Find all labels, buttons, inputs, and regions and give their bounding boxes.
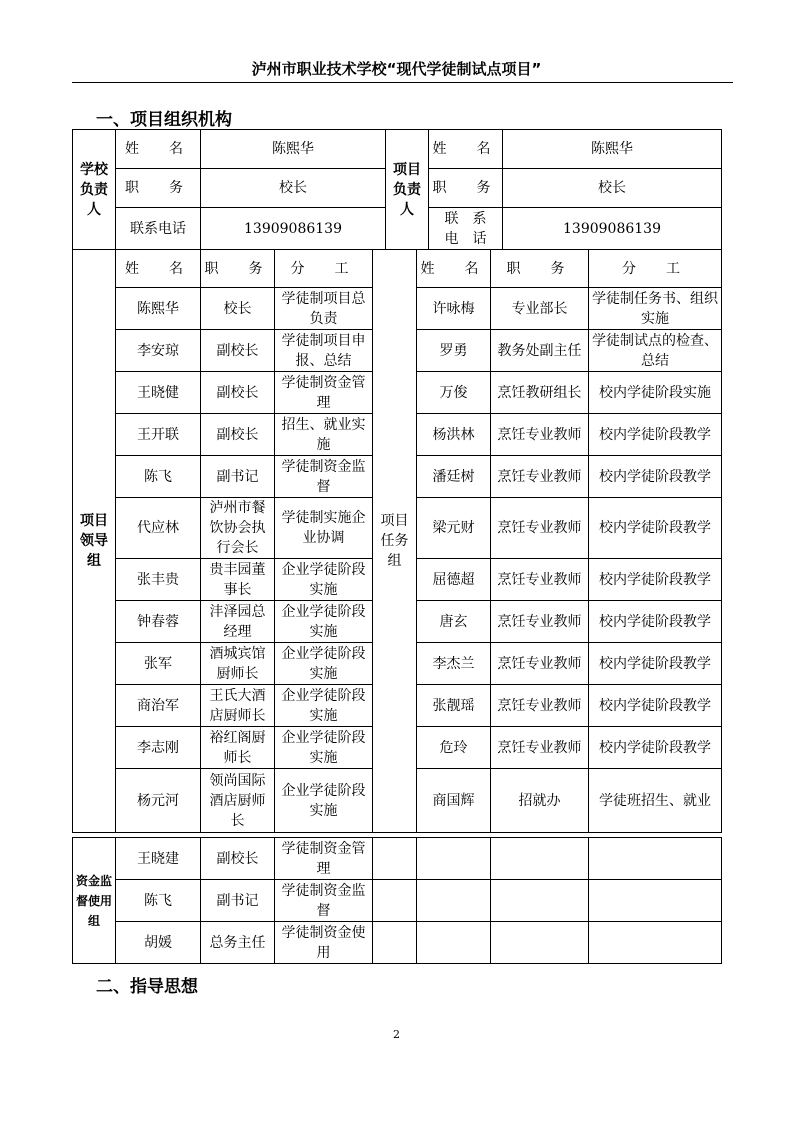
right-member-position: 专业部长 xyxy=(491,288,589,330)
left-member-name: 陈飞 xyxy=(116,456,201,498)
right-member-position: 烹饪专业教师 xyxy=(491,559,589,601)
left-member-name: 张丰贵 xyxy=(116,559,201,601)
position-label: 职 务 xyxy=(429,169,503,208)
left-member-duty: 学徒制资金监督 xyxy=(275,456,373,498)
fund-group-label: 资金监督使用组 xyxy=(73,838,116,964)
right-member-duty: 校内学徒阶段教学 xyxy=(589,685,722,727)
left-member-name: 代应林 xyxy=(116,498,201,559)
left-member-duty: 学徒制项目申报、总结 xyxy=(275,330,373,372)
right-member-duty: 校内学徒阶段教学 xyxy=(589,643,722,685)
school-responsible-name: 陈熙华 xyxy=(201,130,386,169)
fund-member-position: 总务主任 xyxy=(201,922,275,964)
right-member-name: 许咏梅 xyxy=(417,288,491,330)
left-member-position: 副校长 xyxy=(201,330,275,372)
left-member-duty: 企业学徒阶段实施 xyxy=(275,643,373,685)
empty-cell xyxy=(373,838,417,880)
left-member-position: 副书记 xyxy=(201,456,275,498)
fund-member-name: 陈飞 xyxy=(116,880,201,922)
right-member-name: 危玲 xyxy=(417,727,491,769)
left-member-name: 杨元河 xyxy=(116,769,201,833)
left-member-name: 李安琼 xyxy=(116,330,201,372)
leadership-table xyxy=(72,249,722,833)
header-rule xyxy=(72,82,733,83)
school-responsible-label: 学校负责人 xyxy=(73,130,116,250)
right-member-name: 屈德超 xyxy=(417,559,491,601)
empty-cell xyxy=(373,922,417,964)
right-member-position: 招就办 xyxy=(491,769,589,833)
right-member-position: 烹饪专业教师 xyxy=(491,498,589,559)
left-member-name: 商治军 xyxy=(116,685,201,727)
left-member-position: 副校长 xyxy=(201,414,275,456)
left-member-duty: 企业学徒阶段实施 xyxy=(275,769,373,833)
fund-group-table xyxy=(72,837,722,964)
fund-member-duty: 学徒制资金使用 xyxy=(275,922,373,964)
right-member-position: 烹饪专业教师 xyxy=(491,414,589,456)
right-member-duty: 校内学徒阶段教学 xyxy=(589,601,722,643)
empty-cell xyxy=(373,880,417,922)
col-duty-header: 分 工 xyxy=(589,250,722,288)
col-duty-header: 分 工 xyxy=(275,250,373,288)
right-member-duty: 校内学徒阶段教学 xyxy=(589,498,722,559)
fund-row xyxy=(73,838,722,880)
left-member-duty: 学徒制项目总负责 xyxy=(275,288,373,330)
empty-cell xyxy=(589,838,722,880)
fund-member-name: 王晓建 xyxy=(116,838,201,880)
phone-label: 联系电话 xyxy=(116,208,201,250)
left-member-duty: 企业学徒阶段实施 xyxy=(275,727,373,769)
fund-member-duty: 学徒制资金管理 xyxy=(275,838,373,880)
empty-cell xyxy=(417,880,491,922)
left-member-position: 泸州市餐饮协会执行会长 xyxy=(201,498,275,559)
fund-member-position: 副书记 xyxy=(201,880,275,922)
left-member-position: 贵丰园董事长 xyxy=(201,559,275,601)
right-member-duty: 学徒制任务书、组织实施 xyxy=(589,288,722,330)
name-label: 姓 名 xyxy=(429,130,503,169)
task-group-label: 项目任务组 xyxy=(373,250,417,833)
left-member-name: 陈熙华 xyxy=(116,288,201,330)
right-member-position: 烹饪专业教师 xyxy=(491,643,589,685)
section-heading-guiding-ideology: 二、指导思想 xyxy=(96,977,198,997)
project-responsible-phone: 13909086139 xyxy=(503,208,722,250)
right-member-position: 烹饪专业教师 xyxy=(491,601,589,643)
empty-cell xyxy=(417,838,491,880)
project-responsible-name: 陈熙华 xyxy=(503,130,722,169)
right-member-name: 万俊 xyxy=(417,372,491,414)
empty-cell xyxy=(589,922,722,964)
col-position-header: 职 务 xyxy=(201,250,275,288)
right-member-position: 烹饪教研组长 xyxy=(491,372,589,414)
fund-member-name: 胡媛 xyxy=(116,922,201,964)
right-member-duty: 校内学徒阶段实施 xyxy=(589,372,722,414)
project-responsible-label: 项目负责人 xyxy=(386,130,429,250)
right-member-position: 烹饪专业教师 xyxy=(491,727,589,769)
right-member-duty: 学徒制试点的检查、总结 xyxy=(589,330,722,372)
right-member-position: 教务处副主任 xyxy=(491,330,589,372)
right-member-name: 梁元财 xyxy=(417,498,491,559)
page-number: 2 xyxy=(393,1028,400,1041)
right-member-duty: 校内学徒阶段教学 xyxy=(589,456,722,498)
empty-cell xyxy=(491,838,589,880)
right-member-position: 烹饪专业教师 xyxy=(491,456,589,498)
right-member-duty: 学徒班招生、就业 xyxy=(589,769,722,833)
left-member-name: 李志刚 xyxy=(116,727,201,769)
empty-cell xyxy=(417,922,491,964)
leadership-group-label: 项目领导组 xyxy=(73,250,116,833)
responsible-table xyxy=(72,129,722,250)
left-member-name: 王开联 xyxy=(116,414,201,456)
right-member-name: 张靓瑶 xyxy=(417,685,491,727)
right-member-duty: 校内学徒阶段教学 xyxy=(589,727,722,769)
right-member-name: 唐玄 xyxy=(417,601,491,643)
right-member-duty: 校内学徒阶段教学 xyxy=(589,414,722,456)
left-member-position: 校长 xyxy=(201,288,275,330)
left-member-duty: 企业学徒阶段实施 xyxy=(275,601,373,643)
empty-cell xyxy=(491,922,589,964)
right-member-name: 潘廷树 xyxy=(417,456,491,498)
left-member-duty: 学徒制实施企业协调 xyxy=(275,498,373,559)
left-member-name: 王晓健 xyxy=(116,372,201,414)
fund-row xyxy=(73,922,722,964)
right-member-duty: 校内学徒阶段教学 xyxy=(589,559,722,601)
left-member-position: 领尚国际酒店厨师长 xyxy=(201,769,275,833)
right-member-position: 烹饪专业教师 xyxy=(491,685,589,727)
col-name-header: 姓 名 xyxy=(417,250,491,288)
col-name-header: 姓 名 xyxy=(116,250,201,288)
left-member-position: 副校长 xyxy=(201,372,275,414)
left-member-name: 钟春蓉 xyxy=(116,601,201,643)
left-member-duty: 招生、就业实施 xyxy=(275,414,373,456)
fund-member-duty: 学徒制资金监督 xyxy=(275,880,373,922)
name-label: 姓 名 xyxy=(116,130,201,169)
left-member-position: 沣泽园总经理 xyxy=(201,601,275,643)
right-member-name: 罗勇 xyxy=(417,330,491,372)
school-responsible-phone: 13909086139 xyxy=(201,208,386,250)
school-responsible-position: 校长 xyxy=(201,169,386,208)
empty-cell xyxy=(491,880,589,922)
left-member-duty: 企业学徒阶段实施 xyxy=(275,685,373,727)
left-member-duty: 企业学徒阶段实施 xyxy=(275,559,373,601)
col-position-header: 职 务 xyxy=(491,250,589,288)
section-heading-organization: 一、项目组织机构 xyxy=(96,110,232,130)
phone-label: 联 系 电 话 xyxy=(429,208,503,250)
right-member-name: 杨洪林 xyxy=(417,414,491,456)
right-member-name: 李杰兰 xyxy=(417,643,491,685)
left-member-duty: 学徒制资金管理 xyxy=(275,372,373,414)
position-label: 职 务 xyxy=(116,169,201,208)
left-member-position: 酒城宾馆厨师长 xyxy=(201,643,275,685)
left-member-position: 裕红阁厨师长 xyxy=(201,727,275,769)
fund-row xyxy=(73,880,722,922)
project-responsible-position: 校长 xyxy=(503,169,722,208)
fund-member-position: 副校长 xyxy=(201,838,275,880)
document-header: 泸州市职业技术学校“现代学徒制试点项目” xyxy=(251,60,542,78)
left-member-position: 王氏大酒店厨师长 xyxy=(201,685,275,727)
empty-cell xyxy=(589,880,722,922)
left-member-name: 张军 xyxy=(116,643,201,685)
right-member-name: 商国辉 xyxy=(417,769,491,833)
